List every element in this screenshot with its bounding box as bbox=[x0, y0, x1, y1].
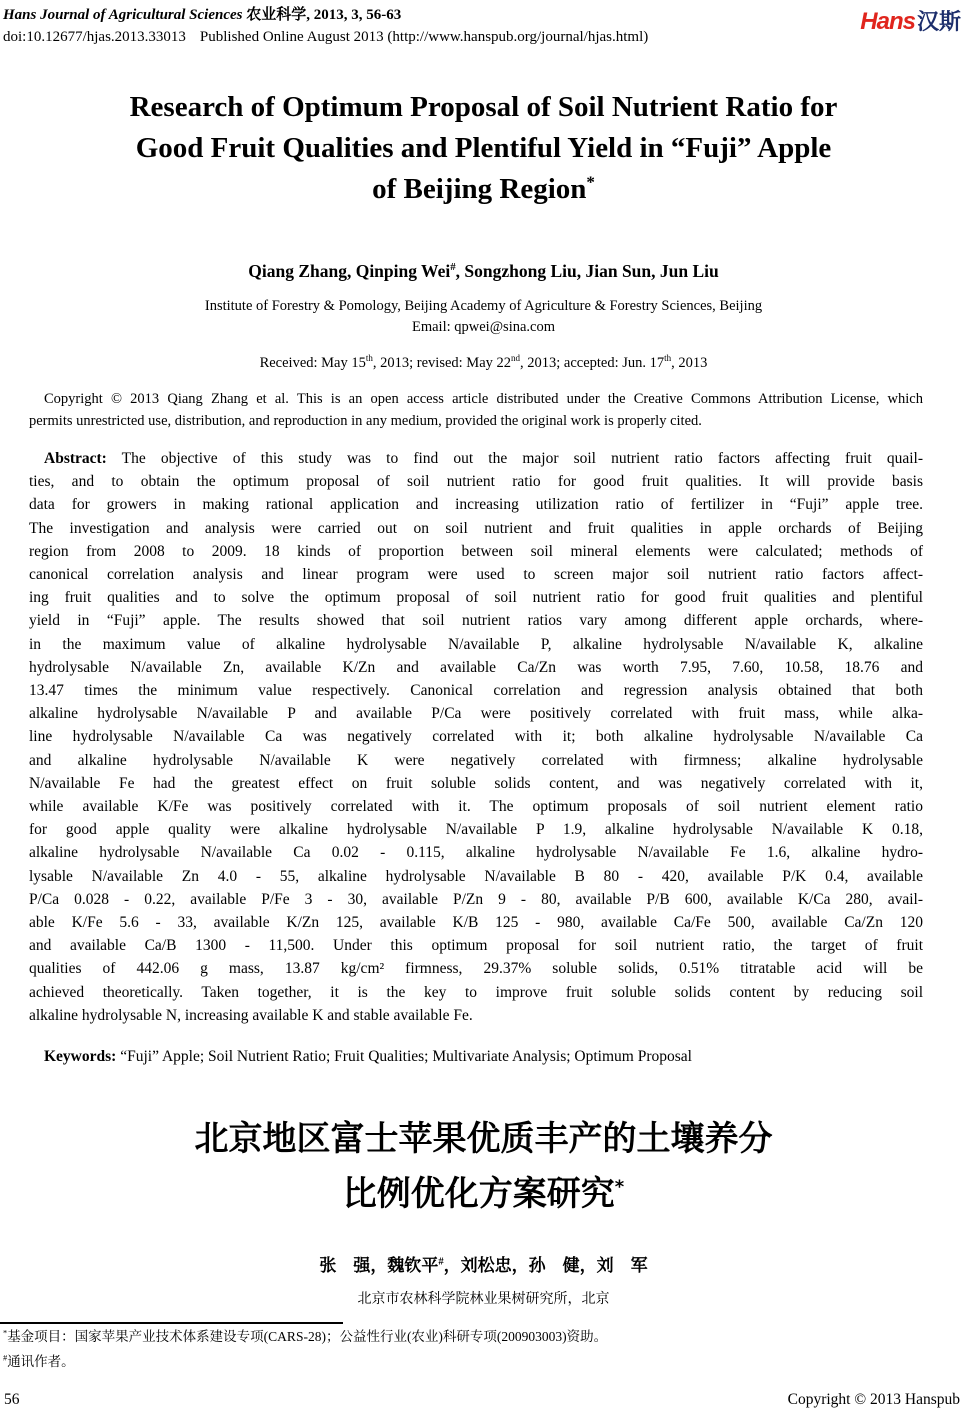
abstract-line: and alkaline hydrolysable N/available K were negatively correlated with firmness; alkaline hydrolysable bbox=[29, 751, 923, 769]
keywords-text: “Fuji” Apple; Soil Nutrient Ratio; Fruit Qualities; Multivariate Analysis; Optimum Proposal bbox=[116, 1048, 692, 1066]
authors-zh bbox=[0, 1255, 967, 1277]
journal-title-line bbox=[3, 4, 648, 26]
doi-line bbox=[3, 26, 648, 48]
abstract-line: 13.47 times the minimum value respectively. Canonical correlation and regression analysis obtained that both bbox=[29, 682, 923, 700]
hans-logo-cjk-text: 汉斯 bbox=[916, 9, 961, 34]
funding-footnote bbox=[0, 1324, 967, 1349]
abstract-line: while available K/Fe was positively correlated with it. The optimum proposals of soil nutrient element ratio bbox=[29, 798, 923, 816]
title-zh-line-2-text: 比例优化方案研究 bbox=[342, 1174, 615, 1215]
email-line: Email: qpwei@sina.com bbox=[411, 319, 556, 335]
page-header bbox=[0, 0, 967, 48]
abstract-line: hydrolysable N/available Zn, available K/Zn and available Ca/Zn was worth 7.95, 7.60, 10.58, 18.76 and bbox=[29, 658, 923, 676]
page-number: 56 bbox=[4, 1391, 20, 1408]
hans-logo bbox=[860, 5, 961, 36]
abstract-line: ing fruit qualities and to solve the optimum proposal of soil nutrient ratio for good fruit qualities and plentiful bbox=[29, 589, 923, 607]
affiliation-en: Institute of Forestry & Pomology, Beijing Academy of Agriculture & Forestry Sciences, Beijing bbox=[204, 298, 763, 314]
received-line bbox=[0, 353, 967, 374]
abstract-line: canonical correlation analysis and linear program were used to screen major soil nutrient ratio factors affect- bbox=[29, 566, 923, 584]
footer-copyright: Copyright © 2013 Hanspub bbox=[787, 1391, 960, 1408]
keywords-label: Keywords: bbox=[44, 1048, 117, 1066]
abstract-line: yield in “Fuji” apple. The results showed that soil nutrient ratios vary among different apple orchards, where- bbox=[29, 612, 923, 630]
keywords-line bbox=[29, 1045, 923, 1068]
corresponding-author-mark-zh: # bbox=[438, 1256, 444, 1268]
corresponding-footnote-mark: # bbox=[3, 1353, 8, 1363]
published-online-text: Published Online August 2013 (http://www.hanspub.org/journal/hjas.html) bbox=[199, 29, 649, 45]
abstract-line: and available Ca/B 1300 - 11,500. Under this optimum proposal for soil nutrient ratio, the target of fruit bbox=[29, 937, 923, 955]
abstract-line: for good apple quality were alkaline hydrolysable N/available P 1.9, alkaline hydrolysable N/available K 0.18, bbox=[29, 821, 923, 839]
abstract-label: Abstract: bbox=[44, 450, 107, 467]
title-en-line-1: Research of Optimum Proposal of Soil Nutrient Ratio for bbox=[129, 91, 838, 123]
copyright-line: permits unrestricted use, distribution, and reproduction in any medium, provided the original work is properly cited. bbox=[29, 412, 702, 429]
copyright-line: Copyright © 2013 Qiang Zhang et al. This is an open access article distributed under the Creative Commons Attribution License, which bbox=[44, 391, 923, 407]
date-ordinal-sup: nd bbox=[511, 353, 520, 364]
abstract-line: in the maximum value of alkaline hydrolysable N/available P, alkaline hydrolysable N/available K, alkaline bbox=[29, 635, 923, 653]
abstract-line: The investigation and analysis were carried out on soil nutrient and fruit qualities in apple orchards of Beijing bbox=[29, 519, 923, 537]
corresponding-footnote bbox=[0, 1349, 967, 1374]
abstract-line: line hydrolysable N/available Ca was negatively correlated with it; both alkaline hydrolysable N/available Ca bbox=[29, 728, 923, 746]
abstract-line: qualities of 442.06 g mass, 13.87 kg/cm² firmness, 29.37% soluble solids, 0.51% titratable acid will be bbox=[29, 960, 923, 978]
authors-zh-part1: 张 强，魏钦平 bbox=[319, 1256, 439, 1276]
copyright-notice bbox=[29, 389, 923, 432]
page-footer bbox=[4, 1391, 960, 1409]
title-en-line-3-text: of Beijing Region bbox=[372, 173, 587, 205]
title-en-line-3 bbox=[18, 169, 949, 210]
date-ordinal-sup: th bbox=[365, 353, 373, 364]
article-title-en bbox=[18, 87, 949, 210]
abstract-paragraph bbox=[29, 447, 923, 1027]
journal-info bbox=[3, 4, 648, 48]
date-ordinal-sup: th bbox=[664, 353, 672, 364]
abstract-line: P/Ca 0.028 - 0.22, available P/Fe 3 - 30, available P/Zn 9 - 80, available P/B 600, available K/Ca 280, avail- bbox=[29, 890, 923, 908]
abstract-line: ties, and to obtain the optimum proposal of soil nutrient ratio for good fruit qualities. It will provide basis bbox=[29, 473, 923, 491]
title-footnote-mark: * bbox=[586, 172, 595, 192]
abstract-line: lysable N/available Zn 4.0 - 55, alkaline hydrolysable N/available B 80 - 420, available P/K 0.4, available bbox=[29, 867, 923, 885]
received-part: , 2013 bbox=[671, 355, 708, 371]
doi-text: doi:10.12677/hjas.2013.33013 bbox=[3, 29, 186, 45]
title-zh-footnote-mark: * bbox=[614, 1176, 625, 1198]
abstract-line: alkaline hydrolysable N/available P and available P/Ca were positively correlated with fruit mass, while alka- bbox=[29, 705, 923, 723]
abstract-line: region from 2008 to 2009. 18 kinds of proportion between soil mineral elements were calculated; methods of bbox=[29, 542, 923, 560]
corresponding-footnote-text: 通讯作者。 bbox=[7, 1354, 75, 1370]
abstract-line: alkaline hydrolysable N/available Ca 0.02 - 0.115, alkaline hydrolysable N/available Fe 1.6, alkaline hydro- bbox=[29, 844, 923, 862]
abstract-line: achieved theoretically. Taken together, it is the key to improve fruit soluble solids content by reducing soil bbox=[29, 983, 923, 1001]
received-part: , 2013; accepted: Jun. 17 bbox=[520, 355, 665, 371]
journal-issue: 农业科学, 2013, 3, 56-63 bbox=[246, 7, 402, 23]
abstract-line: able K/Fe 5.6 - 33, available K/Zn 125, available K/B 125 - 980, available Ca/Fe 500, available Ca/Zn 120 bbox=[29, 914, 923, 932]
abstract-line: alkaline hydrolysable N, increasing available K and stable available Fe. bbox=[29, 1006, 473, 1024]
journal-name: Hans Journal of Agricultural Sciences bbox=[3, 7, 243, 23]
abstract-line: N/available Fe had the greatest effect on fruit soluble solids content, and was negatively correlated with it, bbox=[29, 774, 923, 792]
authors-zh-part2: ，刘松忠，孙 健，刘 军 bbox=[443, 1256, 648, 1276]
funding-footnote-mark: * bbox=[3, 1328, 8, 1338]
authors-en bbox=[0, 260, 967, 282]
received-part: , 2013; revised: May 22 bbox=[372, 355, 512, 371]
authors-en-part1: Qiang Zhang, Qinping Wei bbox=[248, 261, 451, 281]
authors-en-part2: , Songzhong Liu, Jian Sun, Jun Liu bbox=[455, 261, 719, 281]
article-title-zh bbox=[0, 1112, 967, 1222]
title-zh-line-2 bbox=[0, 1167, 967, 1222]
abstract-line: Abstract: The objective of this study was to find out the major soil nutrient ratio factors affecting fruit quail- bbox=[44, 450, 923, 467]
received-part: Received: May 15 bbox=[259, 355, 366, 371]
hans-logo-latin-text: Hans bbox=[860, 8, 915, 35]
abstract-line: data for growers in making rational application and increasing utilization ratio of fertilizer in “Fuji” apple tree. bbox=[29, 496, 923, 514]
corresponding-author-mark: # bbox=[450, 261, 456, 274]
funding-footnote-text: 基金项目：国家苹果产业技术体系建设专项(CARS-28)；公益性行业(农业)科研专项(200903003)资助。 bbox=[7, 1329, 608, 1345]
affiliation-zh: 北京市农林科学院林业果树研究所，北京 bbox=[357, 1292, 610, 1308]
title-zh-line-1: 北京地区富士苹果优质丰产的土壤养分 bbox=[194, 1119, 773, 1160]
title-en-line-2: Good Fruit Qualities and Plentiful Yield in “Fuji” Apple bbox=[135, 132, 832, 164]
